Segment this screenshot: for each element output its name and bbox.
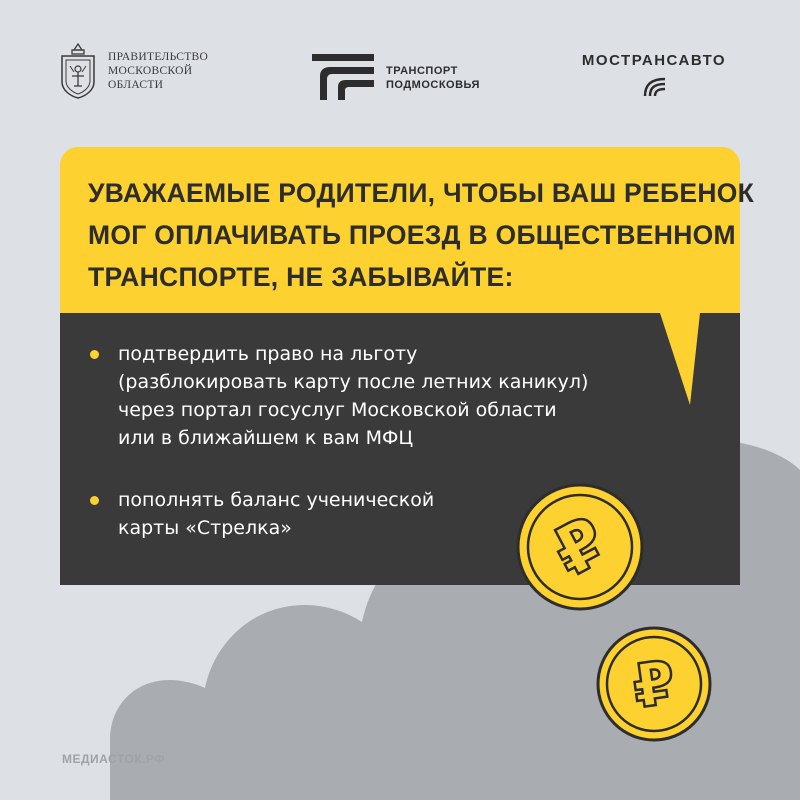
government-logo-text xyxy=(108,50,208,92)
government-logo-line: ПРАВИТЕЛЬСТВО xyxy=(108,51,209,63)
bullet-line: или в ближайшем к вам МФЦ xyxy=(118,427,414,449)
ruble-coin-icon xyxy=(515,482,645,612)
transport-podmoskovya-logo-icon xyxy=(312,52,374,104)
watermark: МЕДИАСТОК.РФ xyxy=(62,752,166,766)
headline-line: ТРАНСПОРТЕ, НЕ ЗАБЫВАЙТЕ: xyxy=(88,262,514,292)
bullet-item xyxy=(90,340,670,452)
bullet-line: карты «Стрелка» xyxy=(118,517,292,539)
bullet-dot-icon xyxy=(90,350,99,359)
bullet-dot-icon xyxy=(90,496,99,505)
headline-line: МОГ ОПЛАЧИВАТЬ ПРОЕЗД В ОБЩЕСТВЕННОМ xyxy=(88,220,736,250)
transport-logo-text xyxy=(386,64,480,92)
transport-logo-line: ТРАНСПОРТ xyxy=(386,65,458,77)
bullet-line: подтвердить право на льготу xyxy=(118,343,418,365)
transport-logo[interactable] xyxy=(312,52,480,104)
bullet-line: пополнять баланс ученической xyxy=(118,489,435,511)
headline xyxy=(88,172,755,298)
ruble-symbol: ₽ xyxy=(628,647,680,723)
mostransavto-arcs-icon xyxy=(566,75,742,102)
ruble-symbol: ₽ xyxy=(540,501,620,594)
bullet-line: (разблокировать карту после летних каникул) xyxy=(118,371,589,393)
government-logo-line: ОБЛАСТИ xyxy=(108,79,164,91)
ruble-coin-icon xyxy=(595,625,713,743)
bullet-line: через портал госуслуг Московской области xyxy=(118,399,557,421)
transport-logo-line: ПОДМОСКОВЬЯ xyxy=(386,79,480,91)
headline-line: УВАЖАЕМЫЕ РОДИТЕЛИ, ЧТОБЫ ВАШ РЕБЕНОК xyxy=(88,178,755,208)
mostransavto-logo-text: МОСТРАНСАВТО xyxy=(581,52,727,69)
government-logo-line: МОСКОВСКОЙ xyxy=(108,65,193,77)
mostransavto-logo[interactable] xyxy=(566,52,742,102)
header xyxy=(0,0,800,130)
government-logo[interactable] xyxy=(58,42,208,100)
moscow-region-coat-of-arms-icon xyxy=(58,42,98,100)
